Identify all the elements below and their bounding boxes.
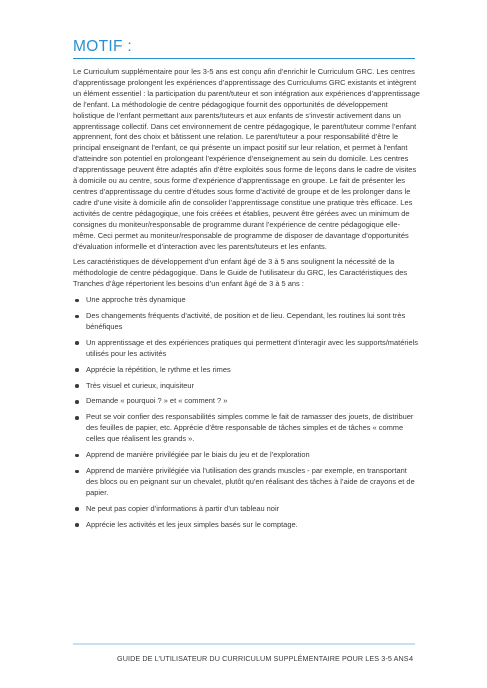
list-item [73,396,420,407]
list-item-text: Demande « pourquoi ? » et « comment ? » [86,396,228,406]
list-item [73,381,420,392]
bullet-icon [75,523,79,527]
intro-paragraph: Le Curriculum supplémentaire pour les 3-5 ans est conçu afin d’enrichir le Curriculum GRC. Les centres d’apprentissage prolongent les expériences d’apprentissage des Curriculums GRC existants et intègrent un élément essentiel : la participation du parent/tuteur et son intégration aux expériences d’apprentissage de l’enfant. La méthodologie de centre pédagogique fournit des opportunités de développement holistique de l’enfant permettant aux parents/tuteurs et aux enfants de s’investir activement dans un apprentissage collectif. Dans cet environnement de centre pédagogique, le parent/tuteur comme l’enfant apprennent, font des choix et bâtissent une relation. Le parent/tuteur a pour responsabilité d’être le principal enseignant de l’enfant, ce qui présente un impact positif sur leur relation, et permet à l’enfant d’atteindre son potentiel en prolongeant l’expérience d’enseignement au sein du domicile. Les centres d’apprentissage peuvent être adaptés afin d’être exploités sous forme de leçons dans le cadre de visites à domicile ou au centre, sous forme d’expérience d’apprentissage en groupe. Le fait de présenter les centres d’apprentissage du centre d’études sous forme d’activité de groupe et de les prolonger dans le cadre d’une visite à domicile afin de consolider l’apprentissage constitue une pratique très efficace. Les activités de centre pédagogique, une fois créées et établies, peuvent être gérées avec un minimum de consignes du moniteur/responsable de programme durant l’expérience de centre pédagogique elle-même. Ceci permet au moniteur/responsable de programme de disposer de davantage d’opportunités d’évaluation informelle et d’interaction avec les parents/tuteurs et les enfants. [73,67,420,251]
list-item [73,466,420,499]
list-item-text: Des changements fréquents d’activité, de position et de lieu. Cependant, les routines lui sont très bénéfiques [86,311,406,331]
bullet-icon [75,341,79,345]
bullet-icon [75,299,79,303]
list-item [73,504,420,515]
list-item [73,450,420,461]
page-number: 4 [409,654,414,663]
bullet-icon [75,507,79,511]
bullet-icon [75,454,79,458]
bullet-icon [75,315,79,319]
bullet-icon [75,368,79,372]
bullet-icon [75,416,79,420]
list-item-text: Apprend de manière privilégiée par le biais du jeu et de l’exploration [86,450,310,460]
list-item-text: Une approche très dynamique [86,295,186,305]
footer-guide-title: GUIDE DE L’UTILISATEUR DU CURRICULUM SUPPLÉMENTAIRE POUR LES 3-5 ANS [117,654,409,663]
list-item [73,520,420,531]
characteristics-paragraph: Les caractéristiques de développement d’un enfant âgé de 3 à 5 ans soulignent la nécessité de la méthodologie de centre pédagogique. Dans le Guide de l’utilisateur du GRC, les Caractéristiques des Tranches d’âge répertorient les besoins d’un enfant âgé de 3 à 5 ans : [73,257,408,289]
list-item [73,311,420,333]
section-heading: MOTIF : [73,38,132,55]
list-item-text: Apprend de manière privilégiée via l’utilisation des grands muscles - par exemple, en transportant des blocs ou en peignant sur un chevalet, plutôt qu’en réalisant des tâches à l’aide de crayons et de papier. [86,466,415,497]
list-item [73,412,420,445]
list-item-text: Apprécie la répétition, le rythme et les rimes [86,364,231,374]
list-item-text: Peut se voir confier des responsabilités simples comme le fait de ramasser des jouets, de distribuer des feuilles de papier, etc. Apprécie d’être responsable de tâches simples et de tâches « comme celles que réalisent les grands ». [86,412,414,444]
heading-underline [73,58,415,59]
bullet-icon [75,470,79,474]
list-item [73,365,420,376]
list-item-text: Ne peut pas copier d’informations à partir d’un tableau noir [86,503,280,513]
body-content [73,67,420,536]
needs-list [73,295,420,530]
list-item-text: Très visuel et curieux, inquisiteur [86,380,195,390]
bullet-icon [75,384,79,388]
bullet-icon [75,400,79,404]
list-item [73,338,420,360]
list-item [73,295,420,306]
footer-rule [73,643,415,645]
list-item-text: Apprécie les activités et les jeux simples basés sur le comptage. [86,519,298,529]
list-item-text: Un apprentissage et des expériences pratiques qui permettent d’interagir avec les supports/matériels utilisés pour les activités [86,337,418,358]
